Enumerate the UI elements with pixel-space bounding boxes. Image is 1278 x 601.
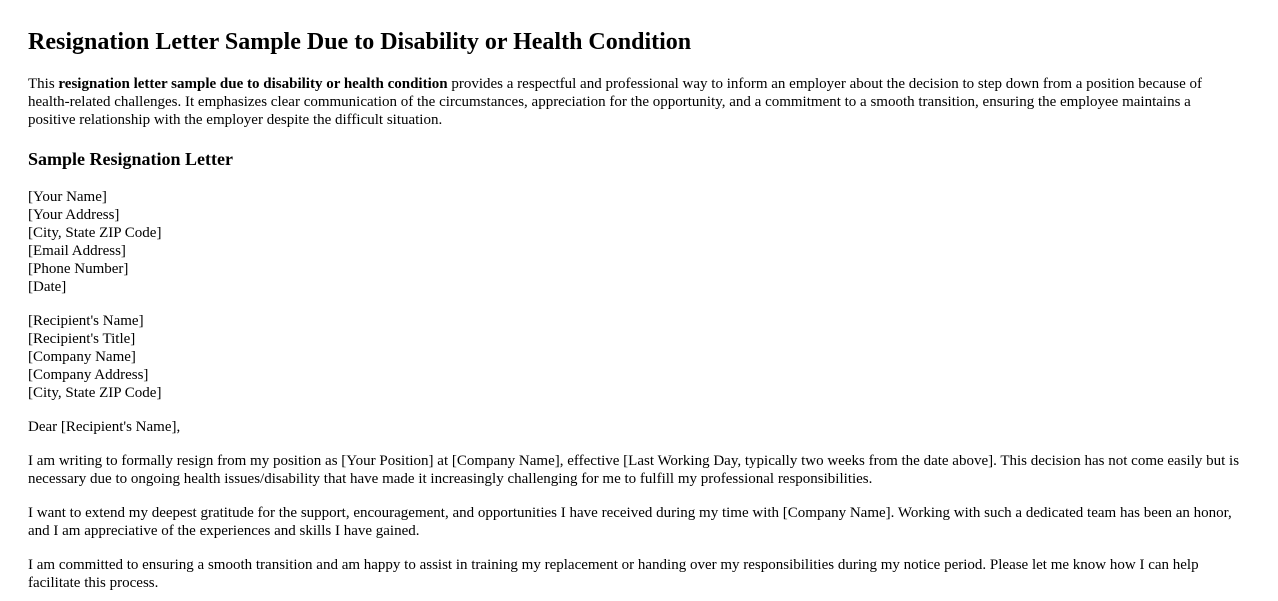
sender-line: [Phone Number] (28, 261, 129, 277)
recipient-line: [Recipient's Name] (28, 313, 144, 329)
recipient-line: [Company Address] (28, 367, 149, 383)
recipient-line: [Company Name] (28, 349, 136, 365)
recipient-address-block (28, 312, 161, 402)
sender-line: [Your Name] (28, 189, 107, 205)
section-heading: Sample Resignation Letter (28, 149, 233, 169)
sender-line: [Date] (28, 279, 67, 295)
letter-paragraph: I am committed to ensuring a smooth transition and am happy to assist in training my replacement or handing over my responsibilities during my notice period. Please let me know how I can help facilitate this process. (28, 557, 1199, 591)
intro-bold-phrase: resignation letter sample due to disability or health condition (58, 76, 448, 92)
sender-line: [City, State ZIP Code] (28, 225, 162, 241)
salutation: Dear [Recipient's Name], (28, 419, 181, 435)
intro-prefix: This (28, 76, 59, 92)
recipient-line: [City, State ZIP Code] (28, 385, 162, 401)
recipient-line: [Recipient's Title] (28, 331, 136, 347)
intro-paragraph (28, 75, 1240, 129)
page-title: Resignation Letter Sample Due to Disability or Health Condition (28, 29, 692, 55)
letter-paragraph: I want to extend my deepest gratitude for the support, encouragement, and opportunities I have received during my time with [Company Name]. Working with such a dedicated team has been an honor, and I am appreciative of the experiences and skills I have gained. (28, 505, 1232, 539)
sender-address-block (28, 188, 161, 296)
sender-line: [Email Address] (28, 243, 126, 259)
letter-paragraph: I am writing to formally resign from my position as [Your Position] at [Company Name], effective [Last Working Day, typically two weeks from the date above]. This decision has not come easily but is necessary due to ongoing health issues/disability that have made it increasingly challenging for me to fulfill my professional responsibilities. (28, 453, 1240, 487)
intro-suffix: provides a respectful and professional way to inform an employer about the decision to step down from a position because of health-related challenges. It emphasizes clear communication of the circumstances, appreciation for the opportunity, and a commitment to a smooth transition, ensuring the employee maintains a positive relationship with the employer despite the difficult situation. (28, 76, 1202, 128)
sender-line: [Your Address] (28, 207, 120, 223)
